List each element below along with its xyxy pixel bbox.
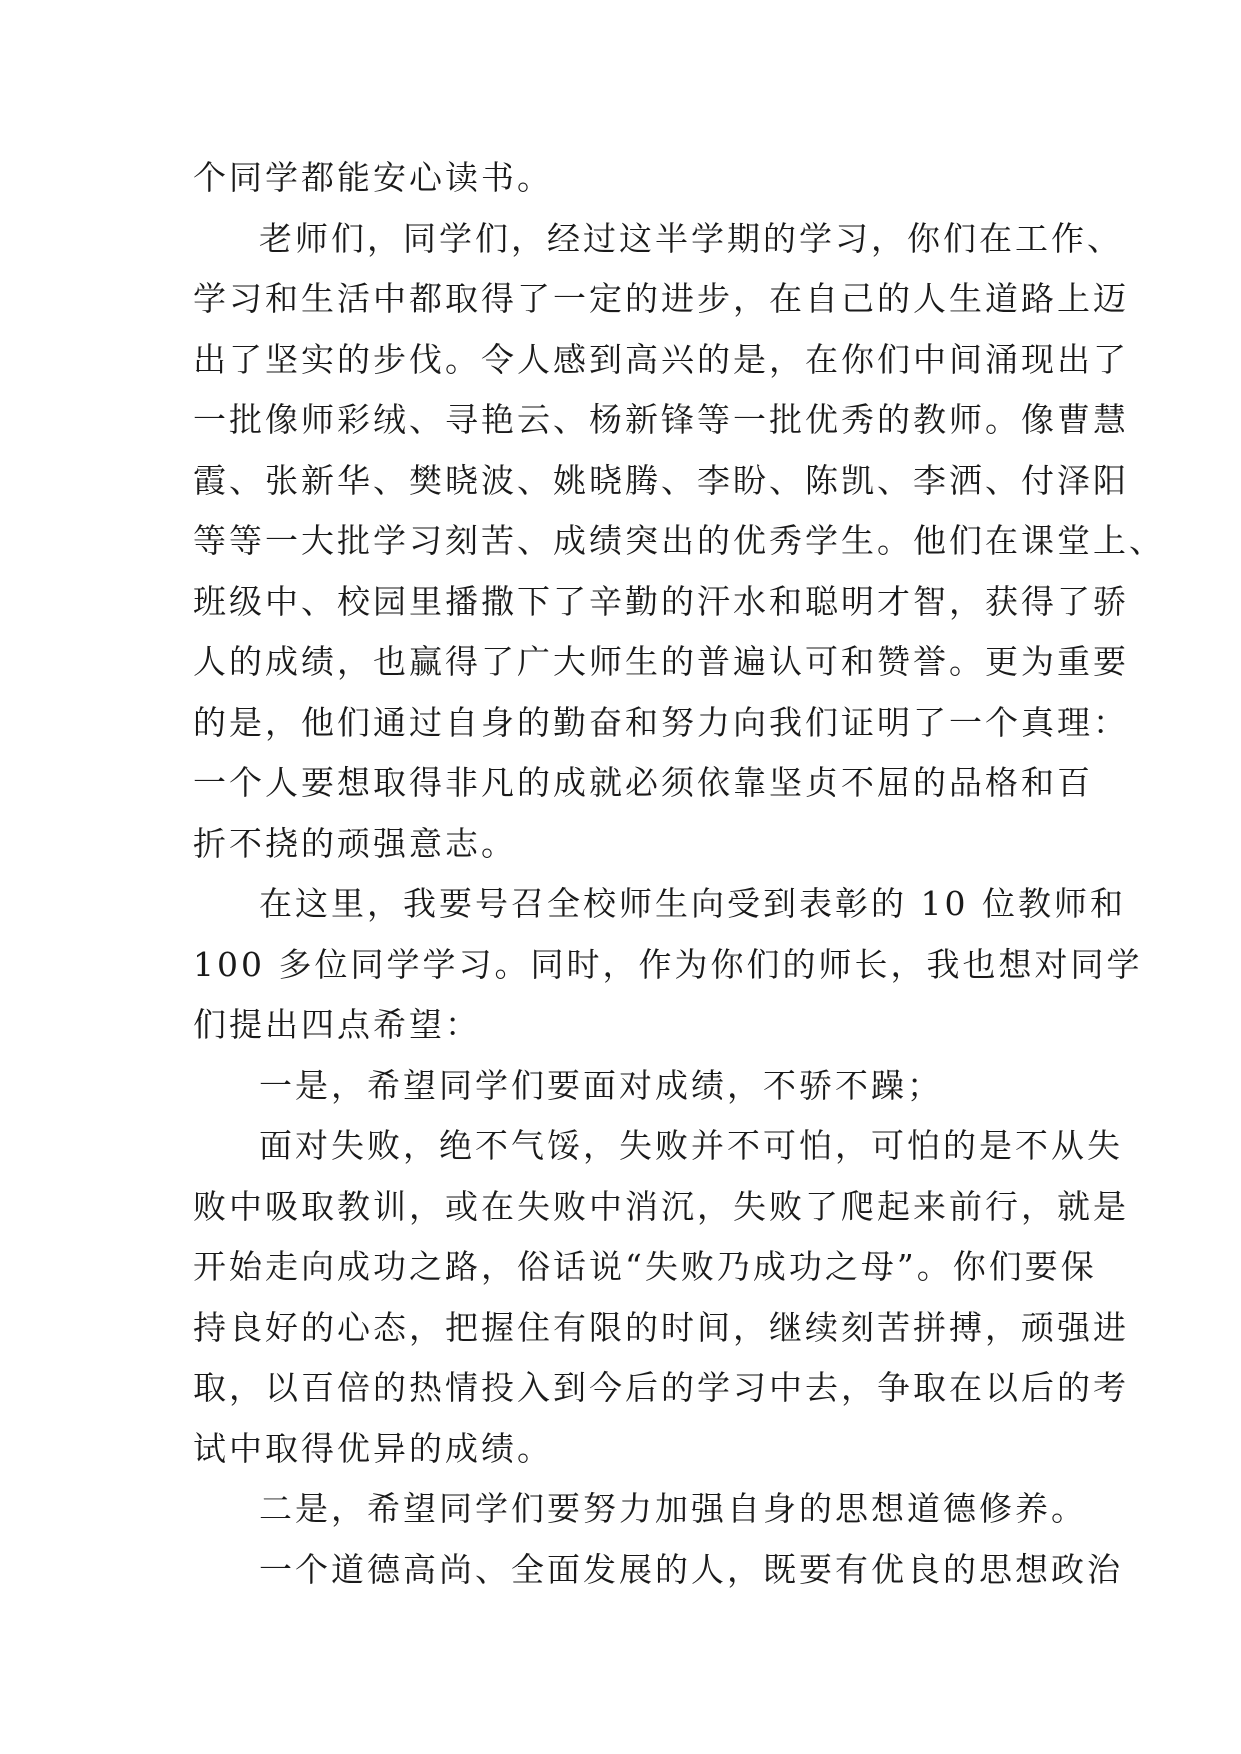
text-line: 一个人要想取得非凡的成就必须依靠坚贞不屈的品格和百 (193, 763, 1093, 802)
text-line: 100 多位同学学习。同时，作为你们的师长，我也想对同学 (193, 944, 1143, 984)
text-line: 持良好的心态，把握住有限的时间，继续刻苦拼搏，顽强进 (193, 1307, 1129, 1347)
text-line: 们提出四点希望： (193, 1005, 481, 1044)
text-line: 出了坚实的步伐。令人感到高兴的是，在你们中间涌现出了 (193, 339, 1129, 379)
text-line: 一是，希望同学们要面对成绩，不骄不躁； (259, 1065, 943, 1105)
text-line: 霞、张新华、樊晓波、姚晓腾、李盼、陈凯、李洒、付泽阳 (193, 460, 1129, 500)
text-line: 等等一大批学习刻苦、成绩突出的优秀学生。他们在课堂上、 (193, 521, 1165, 560)
text-line: 老师们，同学们，经过这半学期的学习，你们在工作、 (259, 218, 1123, 258)
text-line: 败中吸取教训，或在失败中消沉，失败了爬起来前行，就是 (193, 1186, 1129, 1226)
body-text (193, 148, 1165, 1600)
text-line: 在这里，我要号召全校师生向受到表彰的 10 位教师和 (259, 884, 1126, 923)
text-line: 折不挠的顽强意志。 (193, 823, 517, 863)
text-line: 面对失败，绝不气馁，失败并不可怕，可怕的是不从失 (259, 1126, 1123, 1165)
text-line: 一批像师彩绒、寻艳云、杨新锋等一批优秀的教师。像曹慧 (193, 400, 1129, 439)
text-line: 个同学都能安心读书。 (193, 158, 553, 197)
text-line: 试中取得优异的成绩。 (193, 1428, 553, 1468)
text-line: 人的成绩，也赢得了广大师生的普遍认可和赞誉。更为重要 (193, 642, 1129, 681)
text-line: 一个道德高尚、全面发展的人，既要有优良的思想政治 (259, 1549, 1123, 1589)
text-line: 开始走向成功之路，俗话说“失败乃成功之母”。你们要保 (193, 1247, 1097, 1286)
text-line: 班级中、校园里播撒下了辛勤的汗水和聪明才智，获得了骄 (193, 581, 1129, 621)
text-line: 学习和生活中都取得了一定的进步，在自己的人生道路上迈 (193, 279, 1129, 318)
text-line: 的是，他们通过自身的勤奋和努力向我们证明了一个真理： (193, 702, 1129, 742)
text-line: 二是，希望同学们要努力加强自身的思想道德修养。 (259, 1489, 1087, 1528)
text-line: 取，以百倍的热情投入到今后的学习中去，争取在以后的考 (193, 1368, 1129, 1407)
